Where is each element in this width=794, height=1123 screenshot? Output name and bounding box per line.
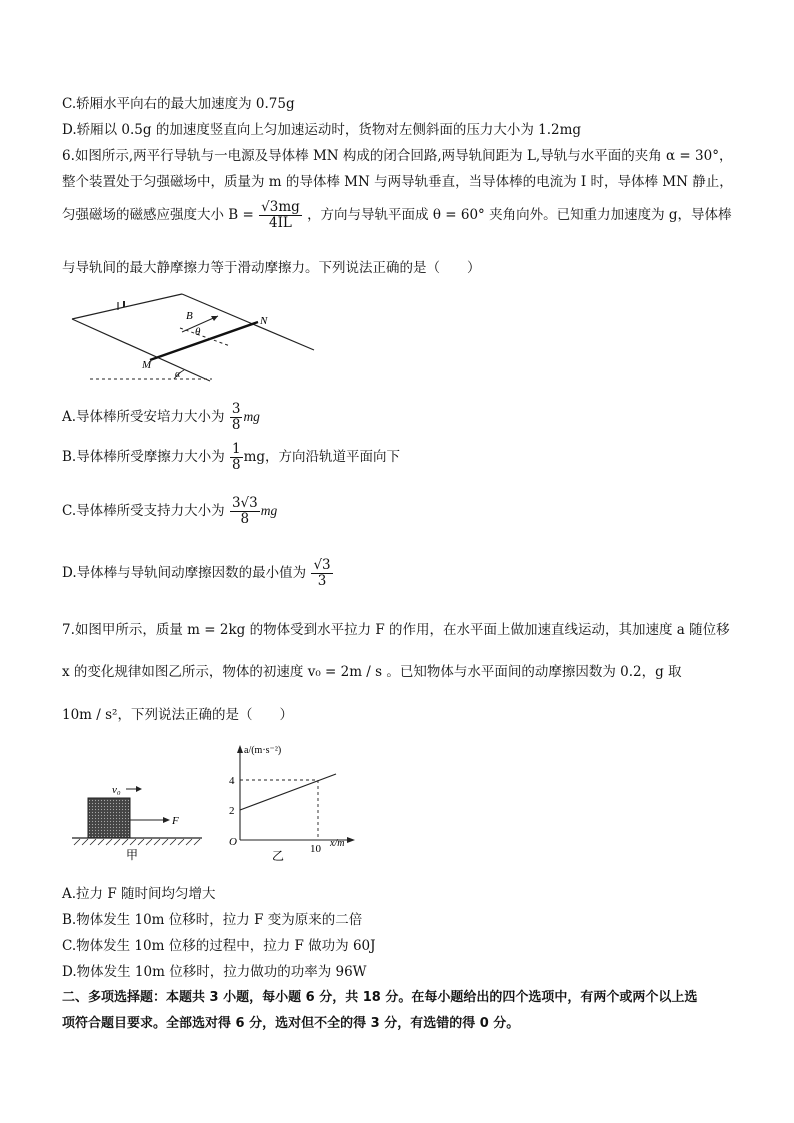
- q6-option-b-fraction: [230, 442, 243, 473]
- q6-option-b-denominator: 8: [232, 457, 241, 473]
- q6-option-c-unit: mg: [260, 503, 278, 518]
- q7-fig-v0-label: v₀: [112, 784, 121, 796]
- q6-stem-line1: 6.如图所示,两平行导轨与一电源及导体棒 MN 构成的闭合回路,两导轨间距为 L,导轨与水平面的夹角 α = 30°，: [62, 148, 733, 164]
- q7-option-c: C.物体发生 10m 位移的过程中，拉力 F 做功为 60J: [62, 938, 376, 954]
- q7-fig-f-label: F: [172, 815, 179, 827]
- q6-stem-line3: [62, 200, 732, 231]
- q6-rails-figure: [62, 286, 322, 386]
- q7-fig-ylabel: a/(m·s⁻²): [244, 745, 282, 756]
- q7-stem-line1: 7.如图甲所示，质量 m = 2kg 的物体受到水平拉力 F 的作用，在水平面上做加速直线运动，其加速度 a 随位移: [62, 622, 730, 638]
- q7-fig-origin: O: [229, 836, 237, 848]
- q6-option-a-text: A.导体棒所受安培力大小为: [62, 409, 225, 425]
- q7-fig-yi-caption: 乙: [272, 849, 285, 863]
- q6-option-d-fraction: [311, 558, 332, 589]
- q6-option-d: [62, 558, 334, 589]
- section2-heading-line2: 项符合题目要求。全部选对得 6 分，选对但不全的得 3 分，有选错的得 0 分。: [62, 1016, 520, 1031]
- q7-option-b: B.物体发生 10m 位移时，拉力 F 变为原来的二倍: [62, 912, 363, 928]
- q5-option-d: D.轿厢以 0.5g 的加速度竖直向上匀加速运动时，货物对左侧斜面的压力大小为 1.2mg: [62, 122, 582, 138]
- q6-fig-m-label: M: [142, 359, 152, 371]
- q7-block: [88, 798, 130, 838]
- q6-option-c: [62, 496, 277, 527]
- q7-stem-line2: x 的变化规律如图乙所示，物体的初速度 v₀ = 2m / s 。已知物体与水平面间的动摩擦因数为 0.2，g 取: [62, 664, 682, 680]
- q5-option-c: C.轿厢水平向右的最大加速度为 0.75g: [62, 96, 295, 112]
- q7-fig-tick-4: 4: [229, 775, 235, 787]
- q7-fig-xlabel: x/m: [330, 838, 345, 849]
- q6-fig-theta-label: θ: [195, 326, 201, 338]
- q6-b-denominator: 4IL: [269, 215, 292, 231]
- q6-option-d-numerator: √3: [313, 557, 331, 573]
- q6-b-fraction: [259, 200, 302, 231]
- q6-fig-b-label: B: [186, 310, 193, 322]
- q6-option-b-numerator: 1: [232, 441, 241, 457]
- q6-stem-b-label: 匀强磁场的磁感应强度大小 B =: [62, 207, 254, 223]
- q6-option-a-unit: mg: [243, 409, 260, 424]
- q6-option-d-denominator: 3: [317, 573, 327, 589]
- q7-figure-jia: [70, 775, 210, 865]
- q6-option-d-text: D.导体棒与导轨间动摩擦因数的最小值为: [62, 565, 307, 581]
- q7-fig-a-line: [240, 774, 336, 810]
- q6-option-a-numerator: 3: [231, 401, 241, 417]
- q6-option-a-fraction: [230, 402, 243, 433]
- q6-stem-b-direction: ，方向与导轨平面成 θ = 60° 夹角向外。已知重力加速度为 g，导体棒: [307, 207, 732, 223]
- q7-fig-jia-caption: 甲: [126, 848, 139, 862]
- q7-fig-tick-2: 2: [229, 805, 235, 817]
- q7-figure-yi: [222, 738, 372, 864]
- q6-fig-alpha-label: α: [175, 369, 181, 380]
- q6-option-c-text: C.导体棒所受支持力大小为: [62, 503, 225, 519]
- q6-option-c-denominator: 8: [240, 511, 250, 527]
- q6-stem-line2: 整个装置处于匀强磁场中，质量为 m 的导体棒 MN 与两导轨垂直，当导体棒的电流为 I 时，导体棒 MN 静止，: [62, 174, 733, 190]
- section2-heading-line1: 二、多项选择题：本题共 3 小题，每小题 6 分，共 18 分。在每小题给出的四个选项中，有两个或两个以上选: [62, 990, 698, 1005]
- q6-option-a-denominator: 8: [231, 417, 241, 433]
- q6-option-c-fraction: [230, 496, 260, 527]
- q6-option-b-tail: mg，方向沿轨道平面向下: [243, 449, 401, 465]
- q6-option-b: [62, 442, 400, 473]
- q6-b-numerator: √3mg: [261, 199, 300, 215]
- q7-option-d: D.物体发生 10m 位移时，拉力做功的功率为 96W: [62, 964, 367, 980]
- q7-stem-line3: 10m / s²，下列说法正确的是（ ）: [62, 707, 293, 723]
- q6-option-a: [62, 402, 260, 433]
- q6-option-c-numerator: 3√3: [231, 495, 258, 511]
- q7-option-a: A.拉力 F 随时间均匀增大: [62, 886, 216, 902]
- q6-stem-line4: 与导轨间的最大静摩擦力等于滑动摩擦力。下列说法正确的是（ ）: [62, 260, 481, 276]
- q6-fig-n-label: N: [260, 315, 268, 327]
- q6-option-b-text: B.导体棒所受摩擦力大小为: [62, 449, 225, 465]
- q7-fig-tick-10: 10: [310, 843, 321, 855]
